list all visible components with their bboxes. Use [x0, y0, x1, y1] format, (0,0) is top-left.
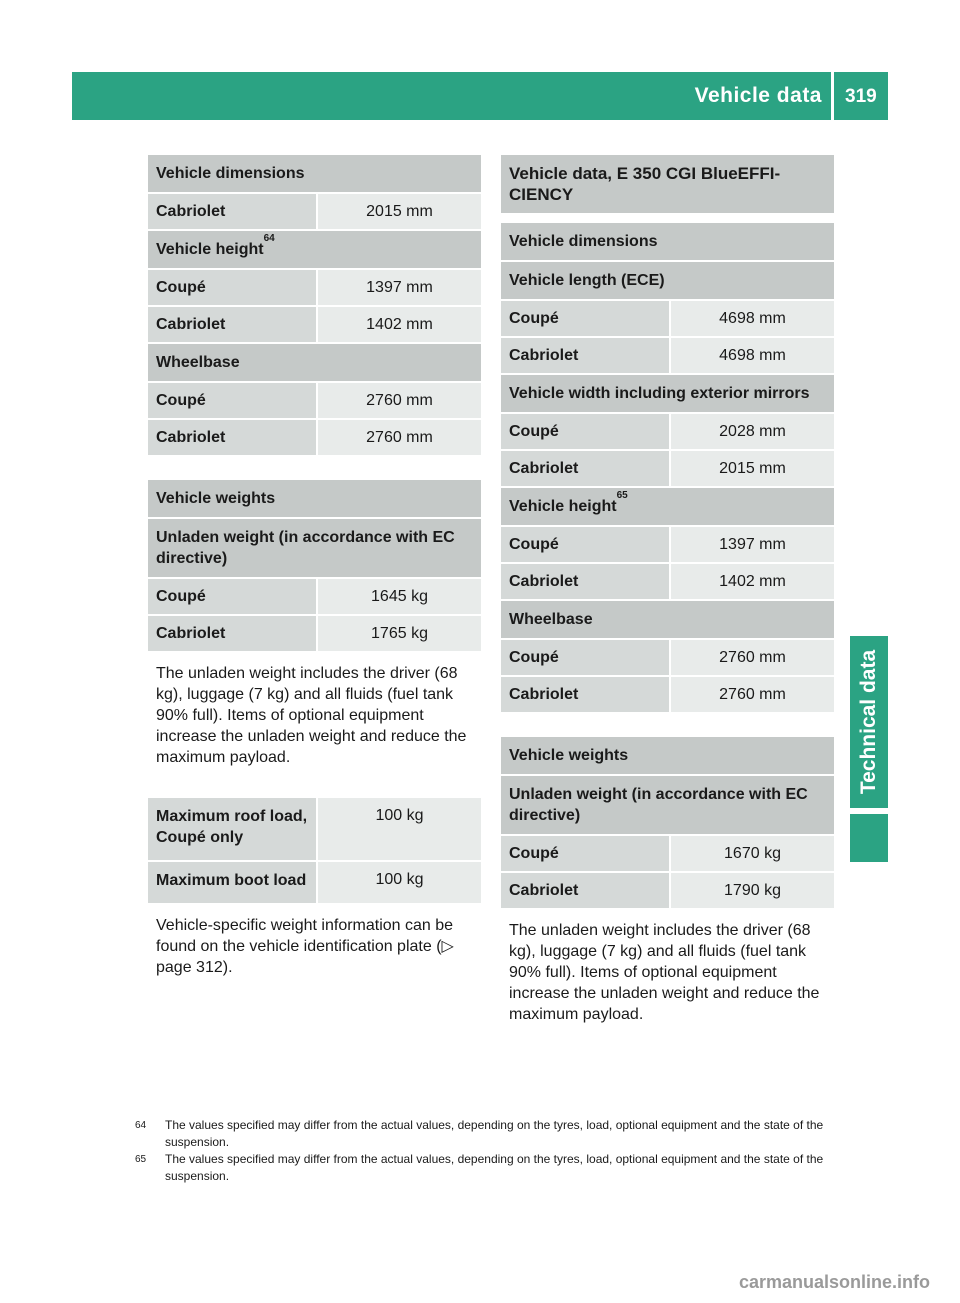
footnote-number: 64: [135, 1120, 147, 1131]
footnote-text: The values specified may differ from the actual values, depending on the tyres, load, optional equipment and the state of the suspension.: [165, 1152, 824, 1183]
table-row: [148, 798, 481, 862]
table-row: [148, 307, 481, 344]
row-label: Coupé: [501, 301, 669, 336]
row-value: 2028 mm: [671, 414, 834, 449]
table-row: [501, 301, 834, 338]
row-label: Coupé: [501, 527, 669, 562]
left-column: [148, 155, 481, 1000]
row-value: 4698 mm: [671, 301, 834, 336]
row-value: 2015 mm: [671, 451, 834, 486]
loads-note: [148, 915, 481, 978]
weights-note: The unladen weight includes the driver (68 kg), luggage (7 kg) and all fluids (fuel tank 90% full). Items of optional equipment increase the unladen weight and reduce the maximum payload.: [156, 665, 467, 766]
row-value: 1402 mm: [671, 564, 834, 599]
table-subheader: [501, 488, 834, 527]
table-row: [501, 677, 834, 714]
footnote-ref[interactable]: 65: [616, 490, 628, 501]
table-subheader: [148, 231, 481, 270]
table-subheader: Unladen weight (in accordance with EC directive): [501, 776, 834, 836]
footnote-number: 65: [135, 1154, 147, 1165]
row-label: Coupé: [148, 383, 316, 418]
row-label: Cabriolet: [501, 873, 669, 908]
footnote-text: The values specified may differ from the actual values, depending on the tyres, load, optional equipment and the state of the suspension.: [165, 1118, 824, 1149]
row-value: 1397 mm: [318, 270, 481, 305]
row-value: 100 kg: [318, 798, 481, 860]
row-value: 2760 mm: [671, 677, 834, 712]
table-subheader: Vehicle width including exterior mirrors: [501, 375, 834, 414]
page-reference-link[interactable]: page 312).: [156, 959, 233, 976]
row-label: Coupé: [148, 579, 316, 614]
table-row: [148, 270, 481, 307]
page-reference-arrow-icon: ▷: [441, 938, 454, 955]
row-value: 1402 mm: [318, 307, 481, 342]
table-subheader: Unladen weight (in accordance with EC directive): [148, 519, 481, 579]
row-label: Maximum roof load, Coupé only: [148, 798, 316, 860]
subheader-label: Vehicle height: [156, 241, 264, 258]
table-row: [501, 527, 834, 564]
row-label: Cabriolet: [501, 451, 669, 486]
table-header: Vehicle weights: [148, 480, 481, 519]
row-label: Cabriolet: [148, 420, 316, 455]
table-subheader: Wheelbase: [501, 601, 834, 640]
page-number: 319: [845, 86, 877, 107]
vehicle-weights-table: [148, 480, 481, 653]
row-label: Coupé: [501, 640, 669, 675]
row-label: Cabriolet: [501, 338, 669, 373]
table-row: [148, 616, 481, 653]
footnote-ref[interactable]: 64: [263, 233, 275, 244]
subheader-label: Vehicle height: [509, 498, 617, 515]
table-row: [501, 414, 834, 451]
table-row: [148, 383, 481, 420]
row-label: Cabriolet: [501, 677, 669, 712]
table-header: Vehicle dimensions: [501, 223, 834, 262]
section-title: Vehicle data: [694, 84, 822, 107]
row-label: Coupé: [148, 270, 316, 305]
row-value: 1790 kg: [671, 873, 834, 908]
row-label: Coupé: [501, 414, 669, 449]
table-subheader: Vehicle length (ECE): [501, 262, 834, 301]
table-row: [148, 420, 481, 457]
row-label: Cabriolet: [501, 564, 669, 599]
row-value: 4698 mm: [671, 338, 834, 373]
table-row: [501, 873, 834, 910]
row-label: Maximum boot load: [148, 862, 316, 903]
table-header: Vehicle data, E 350 CGI BlueEFFI-CIENCY: [501, 155, 834, 215]
row-value: 1645 kg: [318, 579, 481, 614]
row-value: 2760 mm: [318, 383, 481, 418]
table-header: Vehicle weights: [501, 737, 834, 776]
table-row: [501, 640, 834, 677]
table-subheader: Wheelbase: [148, 344, 481, 383]
table-row: [148, 194, 481, 231]
vehicle-dimensions-table: [148, 155, 481, 457]
row-value: 1397 mm: [671, 527, 834, 562]
row-label: Cabriolet: [148, 616, 316, 651]
chapter-marker: [850, 814, 888, 862]
table-row: [501, 451, 834, 488]
footnote: [135, 1117, 835, 1151]
vehicle-dimensions-table: [501, 223, 834, 714]
row-label: Cabriolet: [148, 307, 316, 342]
row-label: Cabriolet: [148, 194, 316, 229]
row-value: 2760 mm: [318, 420, 481, 455]
vehicle-weights-table: [501, 737, 834, 910]
header-separator: [831, 72, 834, 120]
table-row: [501, 338, 834, 375]
loads-note-text: Vehicle-specific weight information can be found on the vehicle identification plate (: [156, 917, 454, 955]
table-row: [501, 836, 834, 873]
right-column: [501, 155, 834, 1047]
table-row: [501, 564, 834, 601]
max-loads-table: [148, 798, 481, 905]
vehicle-data-title-table: [501, 155, 834, 215]
table-row: [148, 862, 481, 905]
footnotes: [135, 1117, 835, 1185]
chapter-tab[interactable]: [850, 636, 888, 808]
footnote: [135, 1151, 835, 1185]
table-header: Vehicle dimensions: [148, 155, 481, 194]
row-value: 2015 mm: [318, 194, 481, 229]
row-value: 1765 kg: [318, 616, 481, 651]
chapter-tab-label: Technical data: [857, 649, 880, 795]
row-value: 1670 kg: [671, 836, 834, 871]
row-label: Coupé: [501, 836, 669, 871]
table-row: [148, 579, 481, 616]
row-value: 2760 mm: [671, 640, 834, 675]
row-value: 100 kg: [318, 862, 481, 903]
weights-note: The unladen weight includes the driver (68 kg), luggage (7 kg) and all fluids (fuel tank 90% full). Items of optional equipment increase the unladen weight and reduce the maximum payload.: [509, 922, 820, 1023]
watermark: carmanualsonline.info: [738, 1272, 930, 1292]
